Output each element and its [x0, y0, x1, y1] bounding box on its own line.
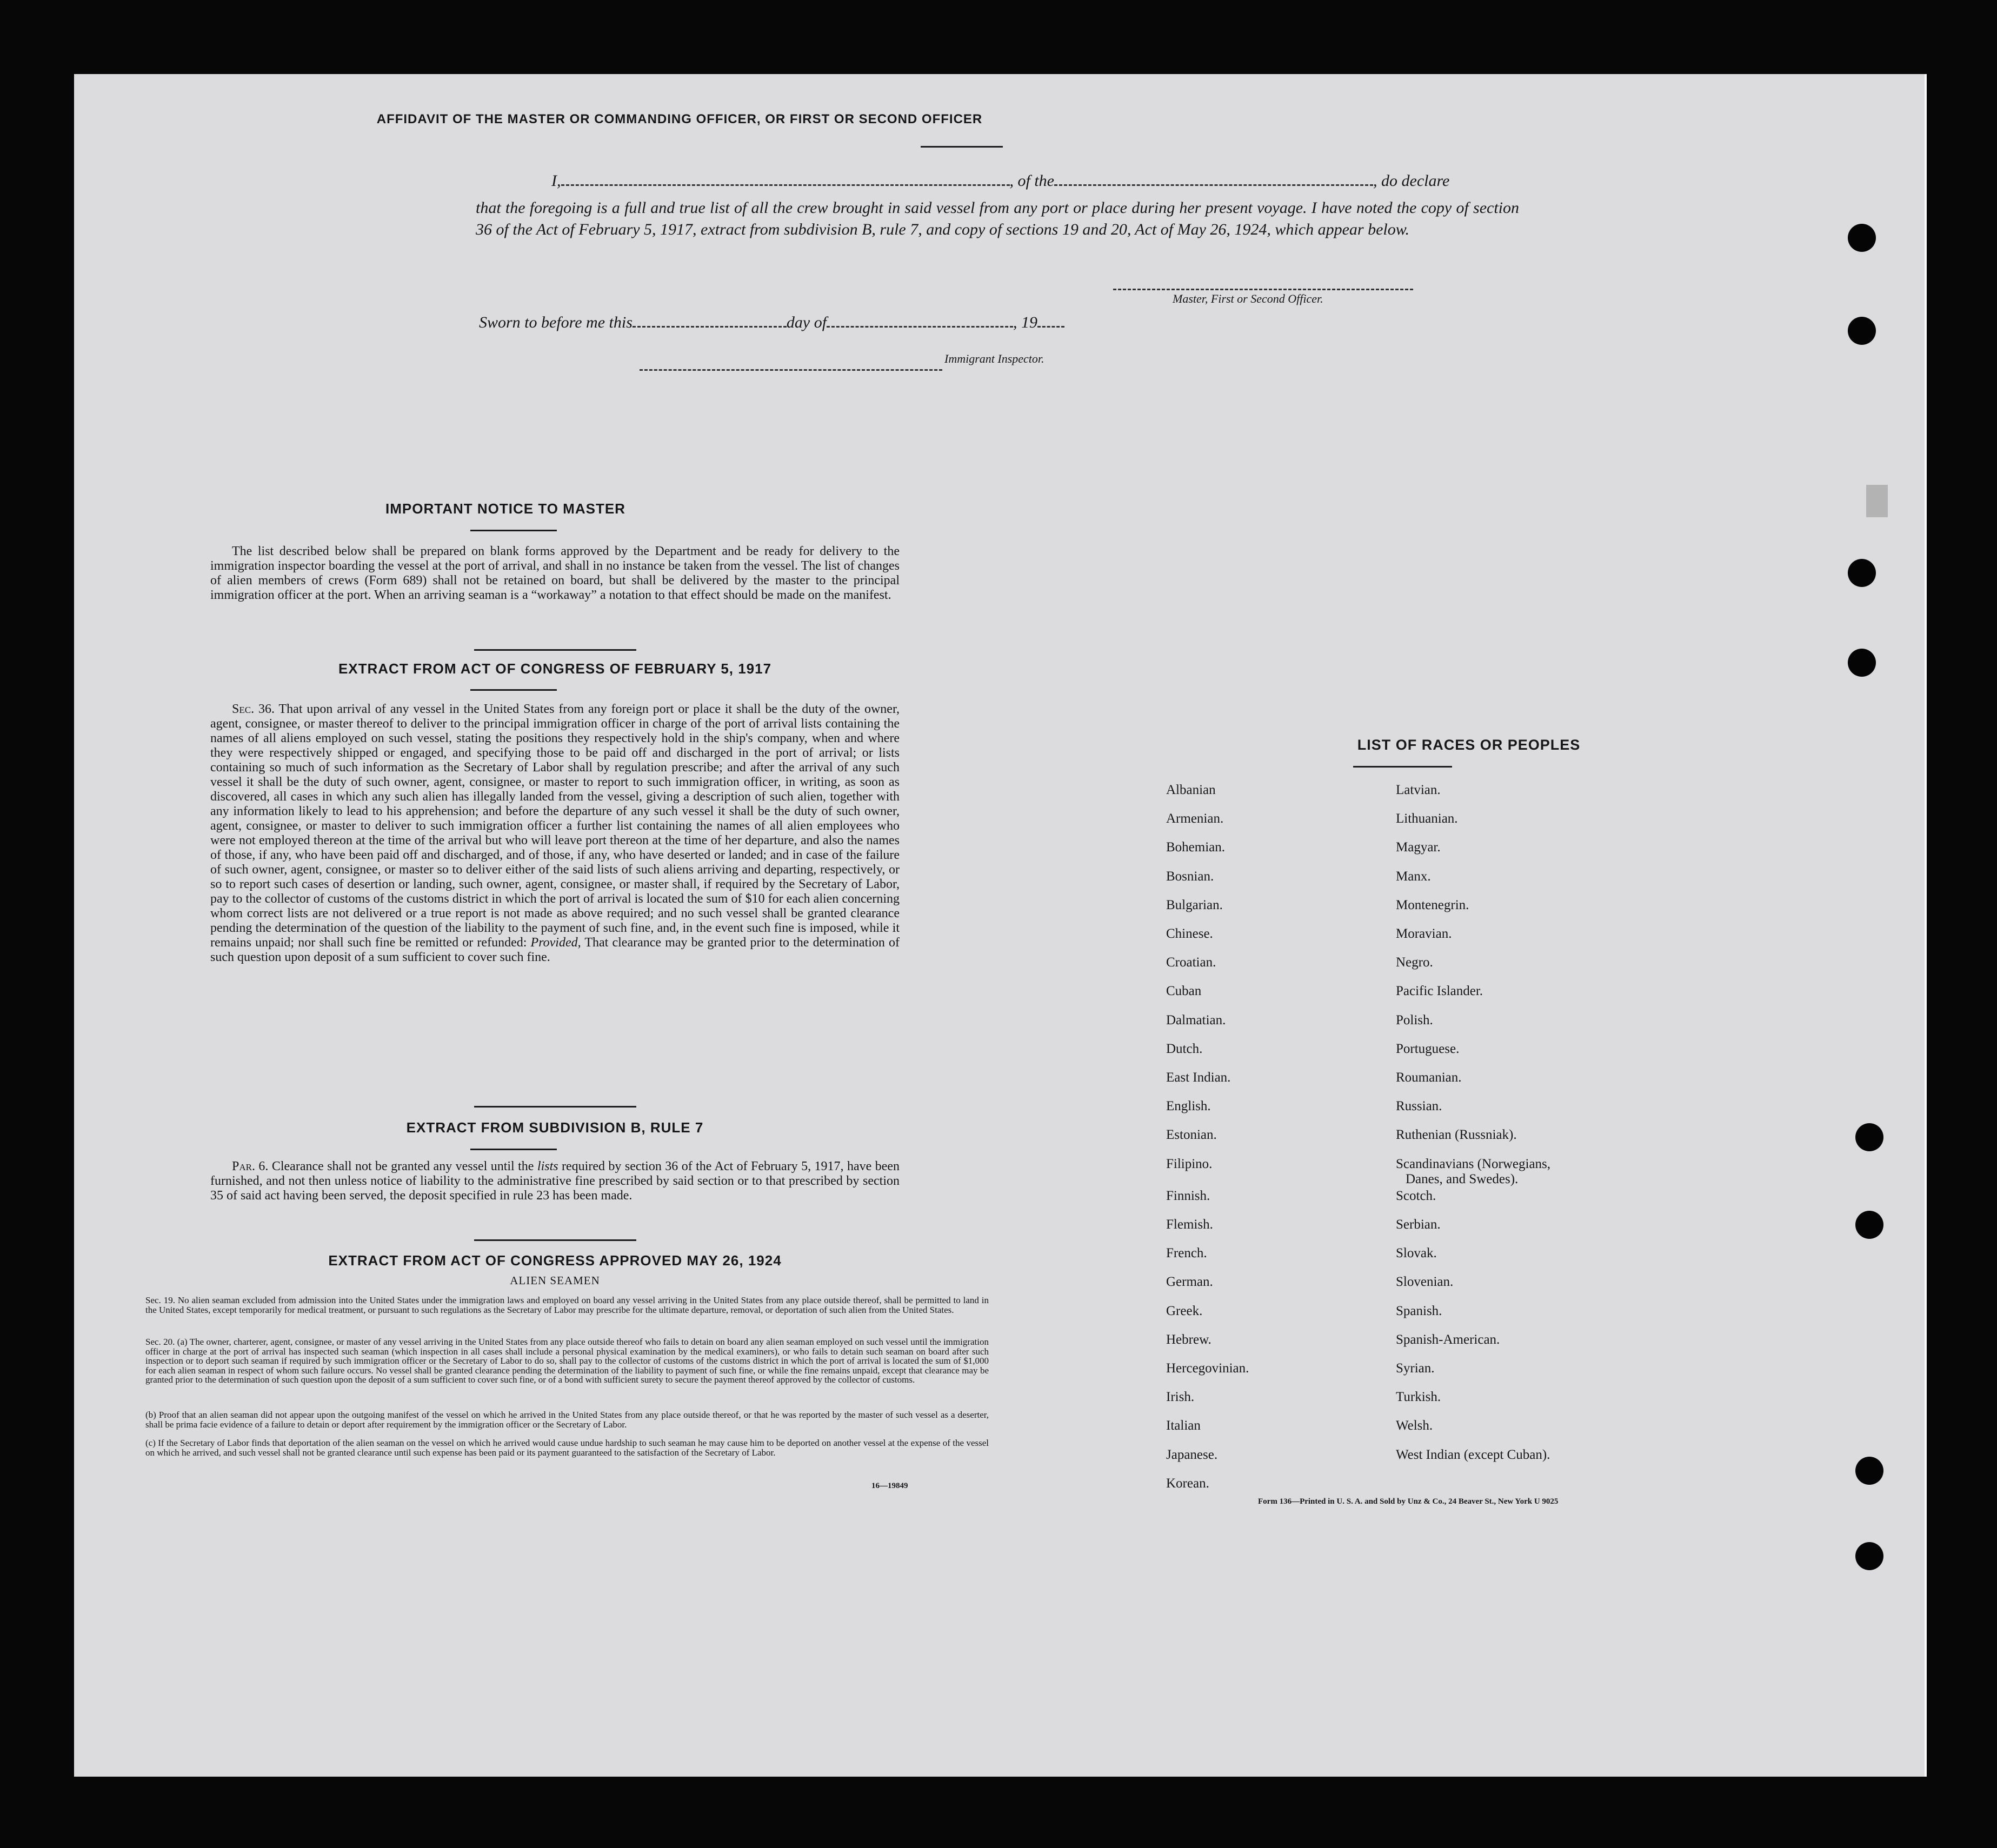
section-19-text: Sec. 19. No alien seaman excluded from admission into the United States under the immigration laws and employed on board any vessel arriving in the United States from any place outside thereof, shall be permitted to land in the United States, except temporarily for medical treatment, or pursuant to such regulations as the Secretary of Labor may prescribe for the ultimate departure, removal, or deportation of such alien from the United States.	[145, 1295, 989, 1315]
race-item: Montenegrin.	[1396, 898, 1469, 912]
race-item: Magyar.	[1396, 840, 1441, 855]
race-item: Welsh.	[1396, 1418, 1433, 1433]
race-item: Irish.	[1166, 1390, 1195, 1404]
race-item: Albanian	[1166, 783, 1216, 797]
section-20a-text: Sec. 20. (a) The owner, charterer, agent, consignee, or master of any vessel arriving in the United States from any place outside thereof who fails to detain on board any alien seaman employed on such vessel until the immigration officer in charge at the port of arrival has inspected such seaman (which inspection in all cases shall include a personal physical examination by the medical examiners), or who fails to detain such seaman on board after such inspection or to deport such seaman if required by such immigration officer or the Secretary of Labor to do so, shall pay to the collector of customs of the customs district in which the port of arrival is located the sum of $1,000 for each alien seaman in respect of whom such failure occurs. No vessel shall be granted clearance pending the determination of the liability to payment of such fine, or while the fine remains unpaid, except that clearance may be granted prior to the determination of such question upon the deposit of a sum sufficient to cover such fine, or of a bond with sufficient surety to secure the payment thereof approved by the collector of customs.	[145, 1337, 989, 1385]
sworn-year-field[interactable]	[1037, 312, 1064, 328]
affidavit-declaration	[476, 170, 1519, 241]
race-item: Hebrew.	[1166, 1332, 1211, 1347]
inspector-signature-field[interactable]	[640, 369, 942, 371]
race-item: Danes, and Swedes).	[1406, 1172, 1519, 1186]
race-item: Bohemian.	[1166, 840, 1226, 855]
paragraph-6-label: Par. 6.	[232, 1159, 269, 1173]
master-signature-field[interactable]	[1113, 289, 1413, 290]
section-36-text	[210, 702, 900, 965]
section-20b-text: (b) Proof that an alien seaman did not appear upon the outgoing manifest of the vessel on which he arrived in the United States from any place outside thereof, or that he was reported by the master of such vessel as a deserter, shall be prima facie evidence of a failure to detain or deport after requirement by the immigration officer or the Secretary of Labor.	[145, 1410, 989, 1430]
binder-hole	[1855, 1123, 1883, 1151]
race-item: Spanish-American.	[1396, 1332, 1500, 1347]
race-item: Portuguese.	[1396, 1042, 1460, 1056]
paragraph-6-body-b: required by section 36 of the Act of February 5, 1917, have been furnished, and not then unless notice of liability to the administrative fine prescribed by said section or to that prescribed by section 35 of said act having been served, the deposit specified in rule 23 has been made.	[210, 1159, 900, 1203]
extract-1917-title: EXTRACT FROM ACT OF CONGRESS OF FEBRUARY 5, 1917	[338, 661, 772, 677]
binder-hole	[1848, 649, 1876, 677]
race-item: Bosnian.	[1166, 869, 1214, 884]
race-item: Chinese.	[1166, 926, 1213, 941]
race-item: Scandinavians (Norwegians,	[1396, 1157, 1551, 1171]
race-item: Ruthenian (Russniak).	[1396, 1128, 1517, 1142]
race-item: East Indian.	[1166, 1070, 1231, 1085]
binder-hole	[1855, 1457, 1883, 1485]
extract-1924-title: EXTRACT FROM ACT OF CONGRESS APPROVED MAY 26, 1924	[328, 1252, 782, 1269]
race-item: Negro.	[1396, 955, 1433, 970]
declarant-label: I,	[551, 172, 561, 190]
vessel-name-field[interactable]	[1054, 170, 1373, 186]
race-item: Croatian.	[1166, 955, 1216, 970]
race-item: Finnish.	[1166, 1189, 1210, 1203]
notice-title: IMPORTANT NOTICE TO MASTER	[385, 501, 625, 517]
sworn-month-field[interactable]	[827, 312, 1013, 328]
race-item: Manx.	[1396, 869, 1431, 884]
race-item: Scotch.	[1396, 1189, 1436, 1203]
binder-hole	[1848, 559, 1876, 587]
races-title: LIST OF RACES OR PEOPLES	[1357, 737, 1581, 753]
document-sheet	[74, 74, 1927, 1777]
race-item: Lithuanian.	[1396, 811, 1458, 826]
master-signature-label: Master, First or Second Officer.	[1173, 292, 1323, 305]
section-divider	[474, 649, 636, 651]
binder-hole	[1855, 1542, 1883, 1570]
section-36-body-end: That clearance may be granted prior to the determination of such question upon deposit of a sum sufficient to cover such fine.	[210, 936, 900, 964]
binder-hole	[1848, 317, 1876, 345]
race-item: Latvian.	[1396, 783, 1441, 797]
race-item: Slovenian.	[1396, 1275, 1454, 1289]
alien-seamen-subtitle: ALIEN SEAMEN	[510, 1274, 600, 1287]
binder-hole	[1855, 1211, 1883, 1239]
race-item: Bulgarian.	[1166, 898, 1223, 912]
race-item: Estonian.	[1166, 1128, 1217, 1142]
race-item: Greek.	[1166, 1304, 1203, 1318]
race-item: Filipino.	[1166, 1157, 1213, 1171]
race-item: Russian.	[1396, 1099, 1442, 1113]
lists-word: lists	[537, 1159, 558, 1173]
sworn-line	[479, 312, 1064, 332]
form-footer: Form 136—Printed in U. S. A. and Sold by Unz & Co., 24 Beaver St., New York U 9025	[1258, 1497, 1559, 1506]
race-item: Hercegovinian.	[1166, 1361, 1249, 1376]
race-item: Armenian.	[1166, 811, 1224, 826]
declarant-name-field[interactable]	[561, 170, 1010, 186]
declaration-statement: that the foregoing is a full and true list of all the crew brought in said vessel from any port or place during her present voyage. I have noted the copy of section 36 of the Act of February 5, 1917, extract from subdivision B, rule 7, and copy of sections 19 and 20, Act of May 26, 1924, which appear below.	[476, 199, 1519, 238]
race-item: Slovak.	[1396, 1246, 1437, 1260]
race-item: Korean.	[1166, 1476, 1209, 1491]
day-of-label: day of	[786, 313, 827, 331]
paper-damage	[1866, 485, 1888, 517]
race-item: Pacific Islander.	[1396, 984, 1483, 998]
race-item: Serbian.	[1396, 1217, 1441, 1232]
declare-label: , do declare	[1373, 172, 1450, 190]
section-36-label: Sec. 36.	[232, 702, 275, 716]
section-36-body: That upon arrival of any vessel in the United States from any foreign port or place it shall be the duty of the owner, agent, consignee, or master thereof to deliver to the principal immigration officer in charge of the port of arrival lists containing the names of all aliens employed on such vessel, stating the positions they respectively hold in the ship's company, when and where they were respectively shipped or engaged, and specifying those to be paid off and discharged in the port of arrival; or lists containing so much of such information as the Secretary of Labor shall by regulation prescribe; and after the arrival of any such vessel it shall be the duty of such owner, agent, consignee, or master to report to such immigration officer, in writing, as soon as discovered, all cases in which any such alien has illegally landed from the vessel, giving a description of such alien, together with any information likely to lead to his apprehension; and before the departure of any such vessel it shall be the duty of such owner, agent, consignee, or master to deliver to such immigration officer a further list containing the names of all alien employees who were not employed thereon at the time of the arrival but who will leave port thereon at the time of her departure, and also the names of those, if any, who have been paid off and discharged, and of those, if any, who have deserted or landed; and in case of the failure of such owner, agent, consignee, or master so to deliver either of the said lists of such aliens arriving and departing, respectively, or so to report such cases of desertion or landing, such owner, agent, consignee, or master shall, if required by the Secretary of Labor, pay to the collector of customs of the customs district in which the port of arrival is located the sum of $10 for each alien concerning whom correct lists are not delivered or a true report is not made as above required; and no such vessel shall be granted clearance pending the determination of the question of the liability to the payment of such fine, and, in the event such fine is imposed, while it remains unpaid; nor shall such fine be remitted or refunded:	[210, 702, 900, 950]
race-item: Cuban	[1166, 984, 1202, 998]
section-divider	[474, 1106, 636, 1108]
declaration-line	[476, 170, 1519, 192]
race-item: Flemish.	[1166, 1217, 1213, 1232]
paragraph-6-text	[210, 1159, 900, 1203]
race-item: English.	[1166, 1099, 1211, 1113]
section-20c-text: (c) If the Secretary of Labor finds that deportation of the alien seaman on the vessel on which he arrived would cause undue hardship to such seaman he may cause him to be deported on another vessel at the expense of the vessel on which he arrived, and such vessel shall not be granted clearance until such expense has been paid or its payment guaranteed to the satisfaction of the Secretary of Labor.	[145, 1438, 989, 1458]
race-item: French.	[1166, 1246, 1207, 1260]
race-item: Spanish.	[1396, 1304, 1442, 1318]
race-item: Syrian.	[1396, 1361, 1435, 1376]
race-item: Dutch.	[1166, 1042, 1203, 1056]
sworn-day-field[interactable]	[633, 312, 787, 328]
binder-hole	[1848, 224, 1876, 252]
provided-word: Provided,	[530, 936, 581, 950]
paragraph-6-body-a: Clearance shall not be granted any vessel until the	[271, 1159, 534, 1173]
race-item: West Indian (except Cuban).	[1396, 1447, 1550, 1462]
race-item: Polish.	[1396, 1013, 1433, 1028]
races-divider	[1353, 766, 1452, 768]
section-divider	[474, 1239, 636, 1241]
rule-7-divider	[470, 1149, 557, 1150]
race-item: Moravian.	[1396, 926, 1452, 941]
notice-body: The list described below shall be prepared on blank forms approved by the Department and be ready for delivery to the immigration inspector boarding the vessel at the port of arrival, and shall in no instance be taken from the vessel. The list of changes of alien members of crews (Form 689) shall not be retained on board, but shall be delivered by the master to the principal immigration officer at the port. When an arriving seaman is a “workaway” a notation to that effect should be made on the manifest.	[210, 544, 900, 602]
vessel-label: , of the	[1009, 172, 1054, 190]
race-item: Dalmatian.	[1166, 1013, 1226, 1028]
race-item: Turkish.	[1396, 1390, 1441, 1404]
race-item: Roumanian.	[1396, 1070, 1462, 1085]
race-item: Japanese.	[1166, 1447, 1218, 1462]
extract-1917-divider	[470, 689, 557, 691]
sworn-label: Sworn to before me this	[479, 313, 633, 331]
title-divider	[921, 146, 1003, 148]
inspector-signature-label: Immigrant Inspector.	[944, 352, 1044, 365]
race-item: German.	[1166, 1275, 1213, 1289]
rule-7-title: EXTRACT FROM SUBDIVISION B, RULE 7	[406, 1119, 704, 1136]
year-label: , 19	[1013, 313, 1038, 331]
print-code: 16—19849	[871, 1482, 908, 1490]
affidavit-title: AFFIDAVIT OF THE MASTER OR COMMANDING OFFICER, OR FIRST OR SECOND OFFICER	[376, 112, 983, 126]
race-item: Italian	[1166, 1418, 1201, 1433]
notice-divider	[470, 530, 557, 531]
